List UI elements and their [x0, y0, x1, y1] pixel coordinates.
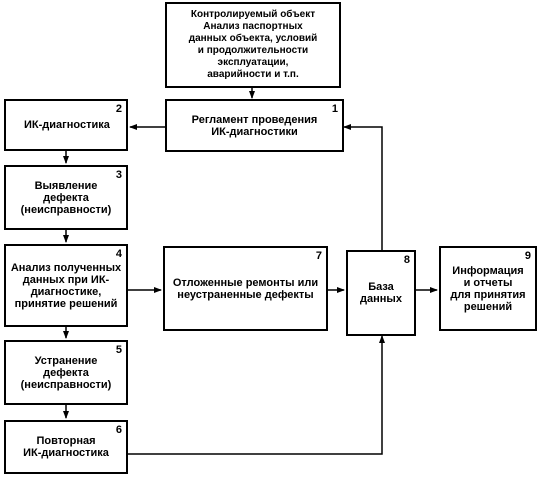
- postponed-repairs-box: [163, 246, 328, 331]
- repeat-diagnostics-box: [4, 420, 128, 474]
- postponed-repairs-box-text: Отложенные ремонты или неустраненные дефекты: [172, 276, 319, 301]
- ir-diagnostics-box-number: 2: [115, 103, 122, 115]
- data-analysis-box-text: Анализ полученных данных при ИК- диагностике, принятие решений: [10, 261, 122, 310]
- defect-repair-box-number: 5: [115, 344, 122, 356]
- reports-box: [439, 246, 537, 331]
- defect-repair-box: [4, 340, 128, 405]
- regulation-box-text: Регламент проведения ИК-диагностики: [191, 113, 318, 138]
- controlled-object-box: [165, 2, 341, 88]
- data-analysis-box-number: 4: [115, 248, 122, 260]
- postponed-repairs-box-number: 7: [315, 250, 322, 262]
- repeat-diagnostics-box-number: 6: [115, 424, 122, 436]
- database-box: [346, 250, 416, 336]
- regulation-box-number: 1: [331, 103, 338, 115]
- data-analysis-box: [4, 244, 128, 327]
- defect-detection-box: [4, 165, 128, 230]
- arrow-database-to-regulation: [344, 127, 382, 250]
- arrow-repeat-diagnostics-to-database: [127, 336, 382, 454]
- defect-detection-box-text: Выявление дефекта (неисправности): [20, 179, 112, 216]
- reports-box-number: 9: [524, 250, 531, 262]
- database-box-number: 8: [403, 254, 410, 266]
- database-box-text: База данных: [360, 281, 402, 305]
- ir-diagnostics-box: [4, 99, 128, 151]
- defect-detection-box-number: 3: [115, 169, 122, 181]
- controlled-object-text: Контролируемый объект Анализ паспортных данных объекта, условий и продолжительности эксплуатации, аварийности и т.п.: [188, 9, 318, 80]
- reports-box-text: Информация и отчеты для принятия решений: [450, 264, 526, 313]
- defect-repair-box-text: Устранение дефекта (неисправности): [20, 354, 112, 391]
- ir-diagnostics-box-text: ИК-диагностика: [24, 119, 110, 131]
- regulation-box: [165, 99, 344, 152]
- repeat-diagnostics-box-text: Повторная ИК-диагностика: [23, 435, 109, 459]
